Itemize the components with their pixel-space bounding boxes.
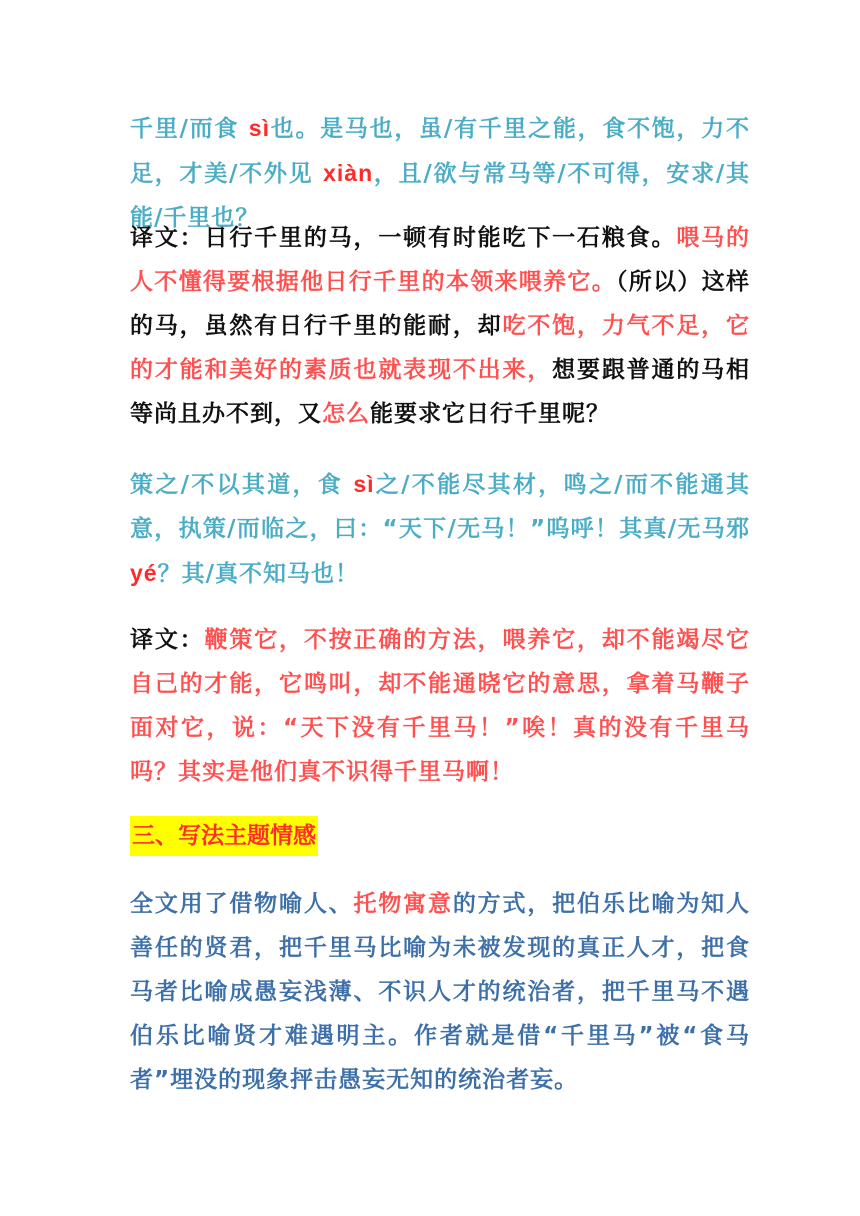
text-segment: 译文： [130, 627, 205, 653]
text-segment: ？其/真不知马也！ [157, 561, 359, 587]
translation-paragraph-2 [130, 618, 750, 794]
text-segment: 的方式，把伯乐比喻为知人善任的贤君，把千里马比喻为未被发现的真正人才，把食马者比喻成愚妄浅薄、不识人才的统治者，把千里马不遇伯乐比喻贤才难遇明主。作者就是借“千里马”被“食马者”埋没的现象抨击愚妄无知的统治者妄。 [130, 891, 751, 1093]
highlighted-text: 托物寓意 [353, 891, 453, 917]
text-segment: 想要跟普通的马相等尚且办不到，又 [130, 357, 751, 427]
pinyin-annotation: sì [353, 471, 375, 497]
text-segment: 之/不能尽其材，鸣之/而不能通其意，执策/而临之，曰：“天下/无马！”呜呼！其真/无马邪 [130, 472, 750, 542]
text-segment: 译文：日行千里的马，一顿有时能吃下一石粮食。 [130, 225, 677, 251]
translation-paragraph-1 [130, 216, 750, 436]
text-segment: ，且/欲与常马等/不可得，安求/其能/千里也？ [130, 161, 750, 231]
section-heading: 三、写法主题情感 [130, 816, 318, 856]
highlighted-text: 怎么 [322, 401, 370, 427]
pinyin-annotation: yé [130, 560, 158, 586]
text-segment: 千里/而食 [130, 116, 249, 142]
text-segment: 策之/不以其道，食 [130, 472, 354, 498]
classical-text-paragraph-2 [130, 462, 750, 596]
theme-paragraph [130, 882, 750, 1102]
text-segment: （所以） [616, 269, 702, 295]
text-segment: 这样的马，虽然有日行千里的能耐，却 [130, 269, 751, 339]
pinyin-annotation: xiàn [323, 160, 374, 186]
highlighted-text: 吃不饱，力气不足，它的才能和美好的素质也就表现不出来， [130, 313, 751, 383]
text-segment: 全文用了借物喻人、 [130, 891, 354, 917]
text-segment: 也。是马也，虽/有千里之能，食不饱，力不足，才美/不外见 [130, 116, 750, 187]
pinyin-annotation: sì [248, 115, 270, 141]
highlighted-text: 喂马的人不懂得要根据他日行千里的本领来喂养它。 [130, 225, 751, 295]
highlighted-text: 鞭策它，不按正确的方法，喂养它，却不能竭尽它自己的才能，它鸣叫，却不能通晓它的意思，拿着马鞭子面对它，说：“天下没有千里马！”唉！真的没有千里马吗？其实是他们真不识得千里马啊！ [130, 627, 750, 785]
text-segment: 能要求它日行千里呢？ [370, 401, 610, 427]
